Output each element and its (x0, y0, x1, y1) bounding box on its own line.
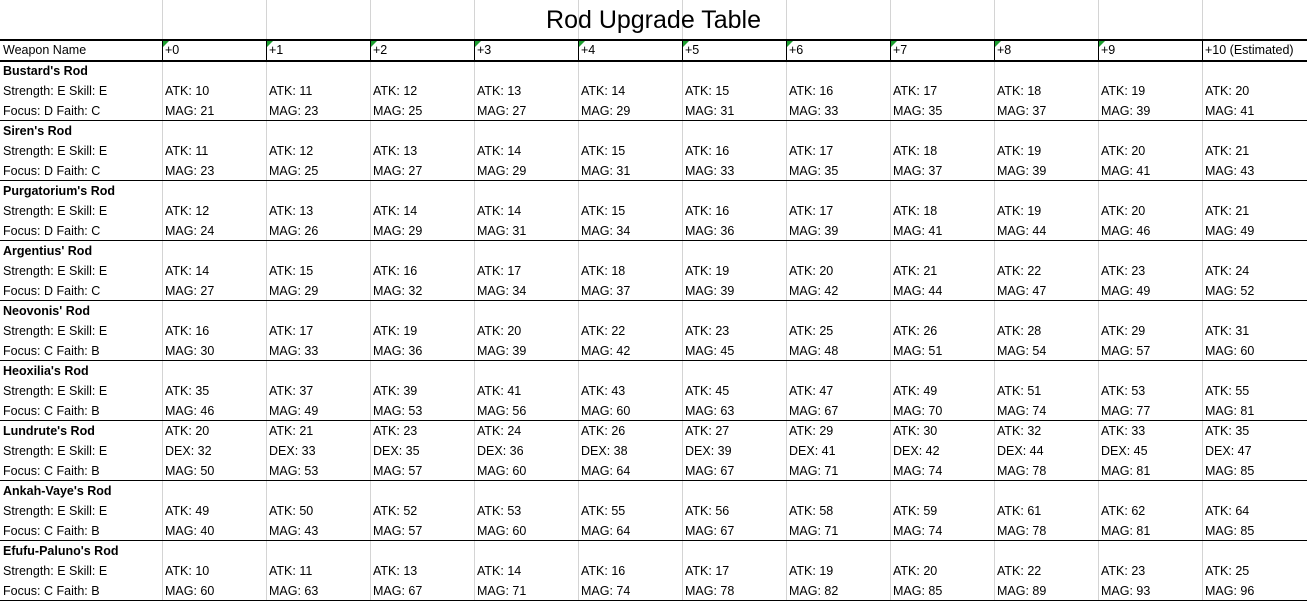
stat-cell[interactable]: MAG: 89 (997, 584, 1047, 598)
stat-cell[interactable]: ATK: 52 (373, 504, 418, 518)
stat-cell[interactable]: ATK: 41 (477, 384, 522, 398)
stat-cell[interactable]: ATK: 15 (685, 84, 730, 98)
stat-cell[interactable]: ATK: 37 (269, 384, 314, 398)
stat-cell[interactable]: ATK: 23 (1101, 564, 1146, 578)
stat-cell[interactable]: ATK: 16 (789, 84, 834, 98)
stat-cell[interactable]: MAG: 85 (1205, 464, 1255, 478)
stat-cell[interactable]: ATK: 11 (269, 564, 313, 578)
stat-cell[interactable]: MAG: 81 (1101, 524, 1151, 538)
stat-cell[interactable]: ATK: 24 (477, 424, 522, 438)
weapon-requirement[interactable]: Focus: D Faith: C (3, 224, 101, 238)
stat-cell[interactable]: MAG: 78 (997, 464, 1047, 478)
stat-cell[interactable]: MAG: 60 (165, 584, 215, 598)
stat-cell[interactable]: MAG: 33 (269, 344, 319, 358)
comment-flag-icon (371, 41, 377, 47)
stat-cell[interactable]: MAG: 70 (893, 404, 943, 418)
stat-cell[interactable]: MAG: 44 (997, 224, 1047, 238)
stat-cell[interactable]: MAG: 36 (373, 344, 423, 358)
stat-cell[interactable]: ATK: 47 (789, 384, 834, 398)
column-header[interactable]: +5 (685, 43, 700, 57)
stat-cell[interactable]: MAG: 42 (581, 344, 631, 358)
stat-cell[interactable]: MAG: 53 (269, 464, 319, 478)
stat-cell[interactable]: DEX: 44 (997, 444, 1044, 458)
stat-cell[interactable]: ATK: 15 (581, 144, 626, 158)
stat-cell[interactable]: MAG: 36 (685, 224, 735, 238)
column-header[interactable]: +9 (1101, 43, 1116, 57)
stat-cell[interactable]: MAG: 31 (477, 224, 527, 238)
stat-cell[interactable]: MAG: 23 (165, 164, 215, 178)
stat-cell[interactable]: MAG: 39 (685, 284, 735, 298)
stat-cell[interactable]: MAG: 50 (165, 464, 215, 478)
stat-cell[interactable]: MAG: 47 (997, 284, 1047, 298)
stat-cell[interactable]: MAG: 27 (373, 164, 423, 178)
stat-cell[interactable]: MAG: 49 (1101, 284, 1151, 298)
stat-cell[interactable]: ATK: 45 (685, 384, 730, 398)
comment-flag-icon (163, 41, 169, 47)
weapon-name[interactable]: Heoxilia's Rod (3, 364, 89, 378)
stat-cell[interactable]: MAG: 85 (893, 584, 943, 598)
stat-cell[interactable]: MAG: 57 (373, 464, 423, 478)
weapon-requirement[interactable]: Strength: E Skill: E (3, 264, 108, 278)
stat-cell[interactable]: ATK: 17 (685, 564, 730, 578)
stat-cell[interactable]: ATK: 22 (581, 324, 626, 338)
stat-cell[interactable]: MAG: 45 (685, 344, 735, 358)
stat-cell[interactable]: ATK: 33 (1101, 424, 1146, 438)
stat-cell[interactable]: MAG: 31 (581, 164, 631, 178)
stat-cell[interactable]: ATK: 55 (581, 504, 626, 518)
stat-cell[interactable]: MAG: 85 (1205, 524, 1255, 538)
stat-cell[interactable]: ATK: 19 (997, 144, 1042, 158)
stat-cell[interactable]: MAG: 60 (477, 524, 527, 538)
stat-cell[interactable]: ATK: 13 (477, 84, 522, 98)
stat-cell[interactable]: MAG: 40 (165, 524, 215, 538)
stat-cell[interactable]: ATK: 20 (789, 264, 834, 278)
comment-flag-icon (787, 41, 793, 47)
stat-cell[interactable]: MAG: 67 (789, 404, 839, 418)
stat-cell[interactable]: MAG: 57 (1101, 344, 1151, 358)
stat-cell[interactable]: ATK: 19 (373, 324, 418, 338)
stat-cell[interactable]: MAG: 34 (581, 224, 631, 238)
stat-cell[interactable]: MAG: 33 (685, 164, 735, 178)
stat-cell[interactable]: MAG: 29 (477, 164, 527, 178)
stat-cell[interactable]: MAG: 46 (165, 404, 215, 418)
weapon-requirement[interactable]: Strength: E Skill: E (3, 384, 108, 398)
comment-flag-icon (995, 41, 1001, 47)
stat-cell[interactable]: ATK: 55 (1205, 384, 1250, 398)
stat-cell[interactable]: MAG: 54 (997, 344, 1047, 358)
stat-cell[interactable]: ATK: 18 (581, 264, 626, 278)
stat-cell[interactable]: MAG: 25 (269, 164, 319, 178)
stat-cell[interactable]: MAG: 63 (685, 404, 735, 418)
stat-cell[interactable]: MAG: 77 (1101, 404, 1151, 418)
stat-cell[interactable]: ATK: 11 (165, 144, 209, 158)
stat-cell[interactable]: ATK: 56 (685, 504, 730, 518)
stat-cell[interactable]: MAG: 81 (1205, 404, 1255, 418)
weapon-requirement[interactable]: Focus: C Faith: B (3, 524, 100, 538)
stat-cell[interactable]: MAG: 23 (269, 104, 319, 118)
stat-cell[interactable]: DEX: 38 (581, 444, 628, 458)
stat-cell[interactable]: ATK: 16 (685, 204, 730, 218)
stat-cell[interactable]: MAG: 53 (373, 404, 423, 418)
stat-cell[interactable]: MAG: 64 (581, 464, 631, 478)
stat-cell[interactable]: ATK: 20 (477, 324, 522, 338)
stat-cell[interactable]: DEX: 35 (373, 444, 420, 458)
stat-cell[interactable]: MAG: 26 (269, 224, 319, 238)
stat-cell[interactable]: ATK: 59 (893, 504, 938, 518)
column-header[interactable]: +4 (581, 43, 596, 57)
stat-cell[interactable]: MAG: 37 (997, 104, 1047, 118)
stat-cell[interactable]: ATK: 15 (581, 204, 626, 218)
stat-cell[interactable]: MAG: 67 (685, 464, 735, 478)
stat-cell[interactable]: MAG: 37 (581, 284, 631, 298)
column-header[interactable]: +3 (477, 43, 492, 57)
stat-cell[interactable]: MAG: 27 (165, 284, 215, 298)
stat-cell[interactable]: ATK: 10 (165, 84, 210, 98)
weapon-requirement[interactable]: Focus: C Faith: B (3, 464, 100, 478)
weapon-name[interactable]: Argentius' Rod (3, 244, 93, 258)
stat-cell[interactable]: MAG: 29 (269, 284, 319, 298)
stat-cell[interactable]: ATK: 22 (997, 264, 1042, 278)
stat-cell[interactable]: MAG: 25 (373, 104, 423, 118)
stat-cell[interactable]: ATK: 14 (581, 84, 626, 98)
stat-cell[interactable]: ATK: 27 (685, 424, 730, 438)
column-header[interactable]: +2 (373, 43, 388, 57)
stat-cell[interactable]: ATK: 21 (893, 264, 938, 278)
weapon-name[interactable]: Neovonis' Rod (3, 304, 91, 318)
weapon-requirement[interactable]: Focus: C Faith: B (3, 584, 100, 598)
stat-cell[interactable]: ATK: 15 (269, 264, 314, 278)
stat-cell[interactable]: DEX: 47 (1205, 444, 1252, 458)
stat-cell[interactable]: ATK: 19 (997, 204, 1042, 218)
stat-cell[interactable]: ATK: 20 (893, 564, 938, 578)
column-header[interactable]: +1 (269, 43, 284, 57)
weapon-requirement[interactable]: Focus: C Faith: B (3, 404, 100, 418)
stat-cell[interactable]: MAG: 60 (581, 404, 631, 418)
stat-cell[interactable]: ATK: 21 (1205, 144, 1250, 158)
stat-cell[interactable]: ATK: 25 (789, 324, 834, 338)
stat-cell[interactable]: ATK: 26 (893, 324, 938, 338)
stat-cell[interactable]: MAG: 34 (477, 284, 527, 298)
stat-cell[interactable]: DEX: 45 (1101, 444, 1148, 458)
comment-flag-icon (475, 41, 481, 47)
stat-cell[interactable]: ATK: 14 (165, 264, 210, 278)
stat-cell[interactable]: ATK: 21 (1205, 204, 1250, 218)
stat-cell[interactable]: DEX: 32 (165, 444, 212, 458)
stat-cell[interactable]: DEX: 41 (789, 444, 836, 458)
stat-cell[interactable]: ATK: 16 (165, 324, 210, 338)
stat-cell[interactable]: ATK: 51 (997, 384, 1042, 398)
stat-cell[interactable]: DEX: 39 (685, 444, 732, 458)
stat-cell[interactable]: ATK: 19 (685, 264, 730, 278)
comment-flag-icon (891, 41, 897, 47)
weapon-requirement[interactable]: Strength: E Skill: E (3, 504, 108, 518)
stat-cell[interactable]: MAG: 35 (789, 164, 839, 178)
stat-cell[interactable]: MAG: 41 (1101, 164, 1151, 178)
weapon-requirement[interactable]: Focus: D Faith: C (3, 104, 101, 118)
stat-cell[interactable]: ATK: 17 (789, 204, 834, 218)
stat-cell[interactable]: MAG: 71 (477, 584, 527, 598)
stat-cell[interactable]: MAG: 71 (789, 524, 839, 538)
stat-cell[interactable]: MAG: 81 (1101, 464, 1151, 478)
stat-cell[interactable]: MAG: 74 (997, 404, 1047, 418)
stat-cell[interactable]: ATK: 10 (165, 564, 210, 578)
stat-cell[interactable]: ATK: 14 (477, 564, 522, 578)
stat-cell[interactable]: DEX: 33 (269, 444, 316, 458)
stat-cell[interactable]: MAG: 39 (997, 164, 1047, 178)
stat-cell[interactable]: ATK: 13 (373, 144, 418, 158)
stat-cell[interactable]: ATK: 16 (373, 264, 418, 278)
stat-cell[interactable]: ATK: 14 (477, 144, 522, 158)
stat-cell[interactable]: MAG: 44 (893, 284, 943, 298)
stat-cell[interactable]: ATK: 20 (165, 424, 210, 438)
stat-cell[interactable]: MAG: 64 (581, 524, 631, 538)
stat-cell[interactable]: MAG: 74 (893, 464, 943, 478)
stat-cell[interactable]: MAG: 41 (1205, 104, 1255, 118)
stat-cell[interactable]: ATK: 16 (685, 144, 730, 158)
comment-flag-icon (579, 41, 585, 47)
stat-cell[interactable]: MAG: 33 (789, 104, 839, 118)
weapon-requirement[interactable]: Strength: E Skill: E (3, 444, 108, 458)
weapon-requirement[interactable]: Strength: E Skill: E (3, 144, 108, 158)
stat-cell[interactable]: ATK: 32 (997, 424, 1042, 438)
stat-cell[interactable]: ATK: 64 (1205, 504, 1250, 518)
stat-cell[interactable]: MAG: 71 (789, 464, 839, 478)
stat-cell[interactable]: ATK: 14 (373, 204, 418, 218)
column-header[interactable]: +6 (789, 43, 804, 57)
stat-cell[interactable]: ATK: 19 (1101, 84, 1146, 98)
stat-cell[interactable]: MAG: 39 (477, 344, 527, 358)
weapon-name[interactable]: Siren's Rod (3, 124, 72, 138)
stat-cell[interactable]: MAG: 29 (581, 104, 631, 118)
stat-cell[interactable]: MAG: 37 (893, 164, 943, 178)
weapon-name[interactable]: Ankah-Vaye's Rod (3, 484, 112, 498)
stat-cell[interactable]: ATK: 49 (893, 384, 938, 398)
stat-cell[interactable]: MAG: 63 (269, 584, 319, 598)
stat-cell[interactable]: ATK: 18 (893, 144, 938, 158)
stat-cell[interactable]: ATK: 17 (477, 264, 522, 278)
stat-cell[interactable]: MAG: 35 (893, 104, 943, 118)
stat-cell[interactable]: ATK: 19 (789, 564, 834, 578)
stat-cell[interactable]: MAG: 74 (893, 524, 943, 538)
stat-cell[interactable]: MAG: 39 (1101, 104, 1151, 118)
stat-cell[interactable]: MAG: 43 (269, 524, 319, 538)
stat-cell[interactable]: ATK: 11 (269, 84, 313, 98)
stat-cell[interactable]: ATK: 58 (789, 504, 834, 518)
stat-cell[interactable]: MAG: 48 (789, 344, 839, 358)
stat-cell[interactable]: ATK: 35 (165, 384, 210, 398)
page-title: Rod Upgrade Table (546, 6, 761, 34)
column-header[interactable]: +0 (165, 43, 180, 57)
stat-cell[interactable]: ATK: 17 (269, 324, 314, 338)
stat-cell[interactable]: ATK: 29 (1101, 324, 1146, 338)
weapon-requirement[interactable]: Focus: C Faith: B (3, 344, 100, 358)
stat-cell[interactable]: MAG: 49 (1205, 224, 1255, 238)
column-header[interactable]: Weapon Name (3, 43, 87, 57)
stat-cell[interactable]: ATK: 35 (1205, 424, 1250, 438)
stat-cell[interactable]: ATK: 53 (1101, 384, 1146, 398)
weapon-name[interactable]: Bustard's Rod (3, 64, 88, 78)
stat-cell[interactable]: ATK: 43 (581, 384, 626, 398)
column-header[interactable]: +7 (893, 43, 908, 57)
weapon-name[interactable]: Efufu-Paluno's Rod (3, 544, 119, 558)
stat-cell[interactable]: ATK: 26 (581, 424, 626, 438)
stat-cell[interactable]: ATK: 18 (893, 204, 938, 218)
stat-cell[interactable]: MAG: 78 (685, 584, 735, 598)
stat-cell[interactable]: MAG: 78 (997, 524, 1047, 538)
stat-cell[interactable]: ATK: 23 (1101, 264, 1146, 278)
stat-cell[interactable]: MAG: 30 (165, 344, 215, 358)
stat-cell[interactable]: MAG: 24 (165, 224, 215, 238)
stat-cell[interactable]: MAG: 93 (1101, 584, 1151, 598)
weapon-requirement[interactable]: Strength: E Skill: E (3, 204, 108, 218)
stat-cell[interactable]: ATK: 20 (1101, 144, 1146, 158)
stat-cell[interactable]: MAG: 56 (477, 404, 527, 418)
stat-cell[interactable]: MAG: 52 (1205, 284, 1255, 298)
stat-cell[interactable]: ATK: 23 (685, 324, 730, 338)
stat-cell[interactable]: ATK: 16 (581, 564, 626, 578)
comment-flag-icon (683, 41, 689, 47)
stat-cell[interactable]: ATK: 28 (997, 324, 1042, 338)
stat-cell[interactable]: MAG: 32 (373, 284, 423, 298)
stat-cell[interactable]: MAG: 42 (789, 284, 839, 298)
column-header[interactable]: +8 (997, 43, 1012, 57)
stat-cell[interactable]: MAG: 41 (893, 224, 943, 238)
stat-cell[interactable]: MAG: 96 (1205, 584, 1255, 598)
comment-flag-icon (267, 41, 273, 47)
stat-cell[interactable]: MAG: 57 (373, 524, 423, 538)
stat-cell[interactable]: DEX: 42 (893, 444, 940, 458)
stat-cell[interactable]: ATK: 50 (269, 504, 314, 518)
stat-cell[interactable]: ATK: 13 (269, 204, 314, 218)
stat-cell[interactable]: MAG: 43 (1205, 164, 1255, 178)
stat-cell[interactable]: ATK: 18 (997, 84, 1042, 98)
weapon-requirement[interactable]: Strength: E Skill: E (3, 324, 108, 338)
stat-cell[interactable]: DEX: 36 (477, 444, 524, 458)
stat-cell[interactable]: ATK: 53 (477, 504, 522, 518)
stat-cell[interactable]: ATK: 29 (789, 424, 834, 438)
weapon-requirement[interactable]: Strength: E Skill: E (3, 84, 108, 98)
stat-cell[interactable]: MAG: 46 (1101, 224, 1151, 238)
stat-cell[interactable]: ATK: 62 (1101, 504, 1146, 518)
stat-cell[interactable]: ATK: 24 (1205, 264, 1250, 278)
stat-cell[interactable]: MAG: 67 (685, 524, 735, 538)
stat-cell[interactable]: ATK: 21 (269, 424, 314, 438)
stat-cell[interactable]: ATK: 22 (997, 564, 1042, 578)
stat-cell[interactable]: ATK: 12 (269, 144, 314, 158)
stat-cell[interactable]: MAG: 51 (893, 344, 943, 358)
stat-cell[interactable]: ATK: 49 (165, 504, 210, 518)
stat-cell[interactable]: MAG: 27 (477, 104, 527, 118)
stat-cell[interactable]: MAG: 29 (373, 224, 423, 238)
stat-cell[interactable]: MAG: 49 (269, 404, 319, 418)
weapon-name[interactable]: Purgatorium's Rod (3, 184, 116, 198)
stat-cell[interactable]: MAG: 39 (789, 224, 839, 238)
stat-cell[interactable]: ATK: 14 (477, 204, 522, 218)
weapon-requirement[interactable]: Focus: D Faith: C (3, 284, 101, 298)
column-header[interactable]: +10 (Estimated) (1205, 43, 1294, 57)
stat-cell[interactable]: MAG: 67 (373, 584, 423, 598)
stat-cell[interactable]: ATK: 25 (1205, 564, 1250, 578)
header-border (0, 60, 1307, 62)
stat-cell[interactable]: MAG: 31 (685, 104, 735, 118)
stat-cell[interactable]: ATK: 20 (1101, 204, 1146, 218)
stat-cell[interactable]: MAG: 21 (165, 104, 215, 118)
stat-cell[interactable]: MAG: 74 (581, 584, 631, 598)
weapon-requirement[interactable]: Strength: E Skill: E (3, 564, 108, 578)
stat-cell[interactable]: ATK: 13 (373, 564, 418, 578)
stat-cell[interactable]: ATK: 20 (1205, 84, 1250, 98)
stat-cell[interactable]: ATK: 17 (893, 84, 938, 98)
stat-cell[interactable]: ATK: 17 (789, 144, 834, 158)
stat-cell[interactable]: ATK: 23 (373, 424, 418, 438)
stat-cell[interactable]: ATK: 12 (165, 204, 210, 218)
stat-cell[interactable]: MAG: 82 (789, 584, 839, 598)
stat-cell[interactable]: ATK: 12 (373, 84, 418, 98)
comment-flag-icon (1099, 41, 1105, 47)
stat-cell[interactable]: MAG: 60 (1205, 344, 1255, 358)
stat-cell[interactable]: ATK: 39 (373, 384, 418, 398)
weapon-requirement[interactable]: Focus: D Faith: C (3, 164, 101, 178)
stat-cell[interactable]: MAG: 60 (477, 464, 527, 478)
stat-cell[interactable]: ATK: 30 (893, 424, 938, 438)
weapon-name[interactable]: Lundrute's Rod (3, 424, 95, 438)
stat-cell[interactable]: ATK: 61 (997, 504, 1042, 518)
stat-cell[interactable]: ATK: 31 (1205, 324, 1250, 338)
